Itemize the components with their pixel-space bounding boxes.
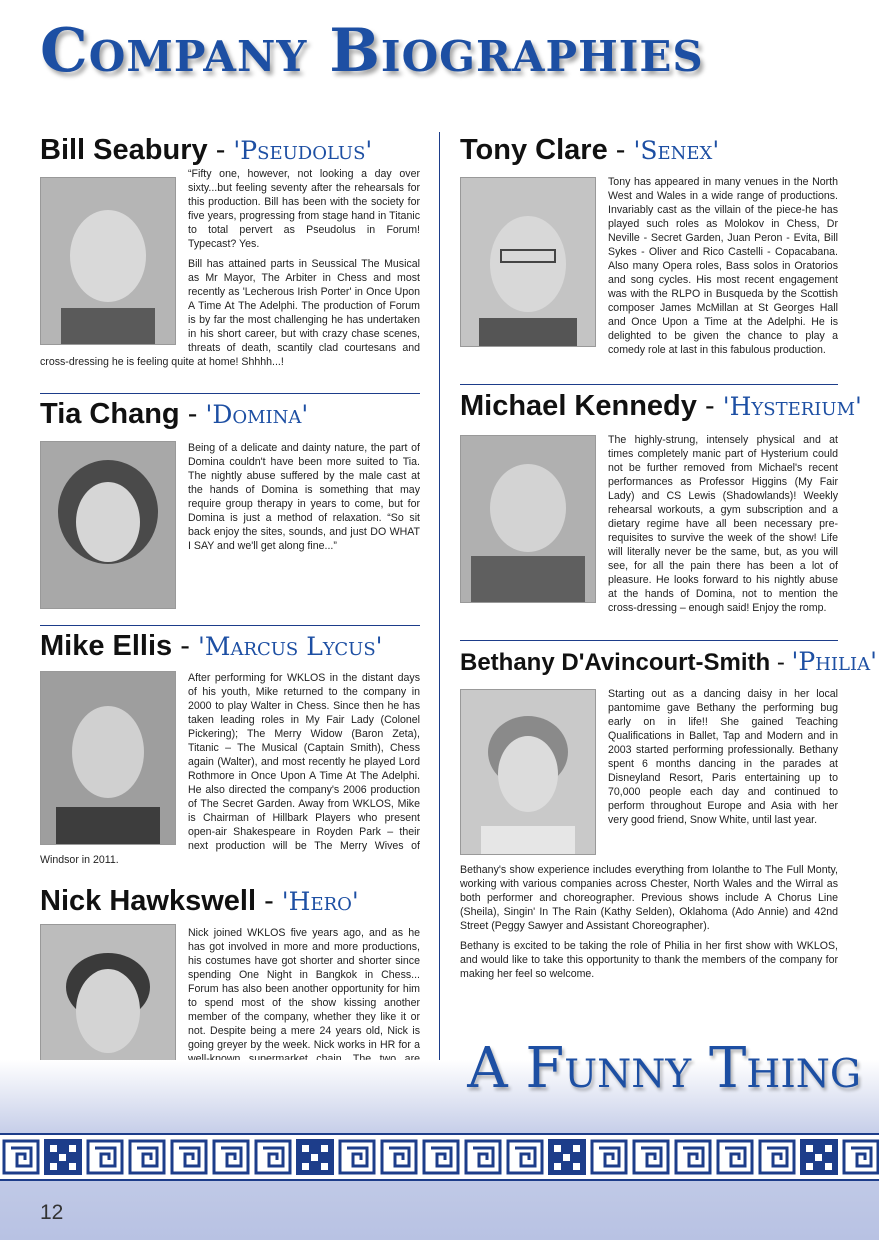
bio-heading: Michael Kennedy - 'Hysterium' <box>460 390 862 422</box>
bio-name: Tony Clare <box>460 134 608 166</box>
page-number: 12 <box>40 1201 64 1224</box>
bio-paragraph: Bethany's show experience includes everything from Iolanthe to The Full Monty, working with various companies across Chester, North Wales and the Wirral as both performer and choreographer. Previous shows include A Chorus Line (Sheila), Singin' In The Rain (Kathy Selden), Oklahoma (Ado Annie) and 42nd Street (Peggy Sawyer and Assistant Choreographer). <box>460 863 838 932</box>
greek-key-border <box>0 1133 879 1181</box>
bio-role: 'Senex' <box>633 136 720 165</box>
bio-paragraph: After performing for WKLOS in the distant days of his youth, Mike returned to the company in 2000 to play Walter in Chess. Since then he has taken leading roles in My Fair Lady (Colonel Pickering); The Merry Widow (Baron Zeta), Titanic – The Musical (Captain Smith), Chess again (Walter), and most recently he played Lord Rothmore in Once Upon A Time At The Adelphi. He also directed the company's 2006 production of The Secret Garden. Away from WKLOS, Mike is Chairman of Hillbark Players who present open-air Shakespeare in Royden Park – their next production will be The Merry Wives of Windsor in 2011. <box>40 672 420 867</box>
section-rule <box>460 640 838 641</box>
bio-role: 'Pseudolus' <box>233 136 373 165</box>
bio-name: Nick Hawkswell <box>40 885 256 917</box>
bio-tia-chang <box>40 398 420 613</box>
bio-role: 'Marcus Lycus' <box>197 632 383 661</box>
page-title: Company Biographies <box>40 16 704 86</box>
bio-michael-kennedy <box>460 390 862 621</box>
bio-photo <box>40 441 176 609</box>
portrait-image <box>41 672 175 844</box>
bio-name: Michael Kennedy <box>460 390 697 422</box>
bio-paragraph: The highly-strung, intensely physical and at times completely manic part of Hysterium could not be further removed from Michael's recent performances as Professor Higgins (My Fair Lady) and CS Lewis (Shadowlands)! Weekly rehearsal workouts, a gym subscription and a dietary regime have all been necessary pre-requisites to survive the week of the show! Life will literally never be the same, but, as you will see, for all the pain there has been a lot of pleasure. He looks forward to his nightly abuse at the hands of Domina, not to mention the cross-dressing – enough said! Enjoy the romp. <box>608 434 838 615</box>
bio-photo <box>460 689 596 855</box>
bio-role: 'Hysterium' <box>722 392 862 421</box>
bio-photo <box>40 177 176 345</box>
bio-paragraph: Starting out as a dancing daisy in her local pantomime gave Bethany the performing bug early on in life!! She gained Teaching Qualifications in Ballet, Tap and Modern and in 2003 started performing professionally. Bethany spent 6 months dancing in the parades at Disneyland Resort, Paris entertaining up to 70,000 people each day and continued to perform throughout Europe and Asia with her very good friend, Snow White, until last year. <box>608 687 838 826</box>
portrait-image <box>41 442 175 608</box>
bio-bethany-davincourt-smith <box>460 647 877 987</box>
footer-show-title: A Funny Thing <box>467 1036 861 1101</box>
bio-paragraph: Bethany is excited to be taking the role of Philia in her first show with WKLOS, and would like to take this opportunity to thank the members of the company for making her feel so welcome. <box>460 939 838 980</box>
column-divider <box>439 132 440 1082</box>
bio-role: 'Domina' <box>205 400 309 429</box>
bio-heading: Mike Ellis - 'Marcus Lycus' <box>40 630 383 662</box>
bio-role: 'Hero' <box>281 887 359 916</box>
bio-name: Bill Seabury <box>40 134 208 166</box>
bio-tony-clare <box>460 134 838 363</box>
bio-name: Bethany D'Avincourt-Smith <box>460 649 771 676</box>
bio-mike-ellis <box>40 630 420 873</box>
greek-key-pattern <box>0 1135 879 1179</box>
portrait-image <box>41 178 175 344</box>
bio-heading: Bill Seabury - 'Pseudolus' <box>40 134 373 166</box>
bio-paragraph: Tony has appeared in many venues in the North West and Wales in a wide range of productions. Invariably cast as the villain of the piece-he has played such roles as Molokov in Chess, Dr Neville - Secret Garden, Juan Peron - Evita, Bill Sykes - Oliver and Rico Castelli - Copacabana. Also many Opera roles, Bass solos in Oratorios and song cycles. His most recent engagement was with the RLPO in Busqueda by the Scottish composer James McMillan at St Georges Hall and Once Upon a Time at the Adelphi. He is delighted to be given the chance to play a comedy role at last in this fabulous production. <box>608 176 838 357</box>
bio-paragraph: “Fifty one, however, not looking a day over sixty...but feeling seventy after the rehearsals for this production. Bill has been with the society for five years, progressing from stage hand in Titanic to total pervert as Pseudolus in Forum! Typecast? Yes. <box>188 168 420 251</box>
bio-heading: Bethany D'Avincourt-Smith - 'Philia' <box>460 647 877 676</box>
portrait-image <box>461 178 595 346</box>
bio-name: Mike Ellis <box>40 630 173 662</box>
portrait-image <box>461 436 595 602</box>
bio-paragraph: Being of a delicate and dainty nature, the part of Domina couldn't have been more suited to Tia. The nightly abuse suffered by the male cast at the hands of Domina is something that may require group therapy in years to come, but for Domina is just a method of relaxation. “So sit back enjoy the sites, sounds, and just DO WHAT I SAY and we'll get along fine...” <box>188 442 420 553</box>
section-rule <box>460 384 838 385</box>
section-rule <box>40 625 420 626</box>
bio-photo <box>460 177 596 347</box>
portrait-image <box>461 690 595 854</box>
bio-photo <box>460 435 596 603</box>
bio-role: 'Philia' <box>791 647 877 676</box>
bio-heading: Nick Hawkswell - 'Hero' <box>40 885 359 917</box>
bio-name: Tia Chang <box>40 398 180 430</box>
bio-photo <box>40 671 176 845</box>
bio-paragraph: Bill has attained parts in Seussical The Musical as Mr Mayor, The Arbiter in Chess and most recently as 'Lecherous Irish Porter' in Once Upon A Time At The Adelphi. The production of Forum is by far the most challenging he has undertaken in his short career, but with crazy chase scenes, threats of death, scantily clad courtesans and cross-dressing he is feeling quite at home! Shhhh...! <box>40 258 420 369</box>
bio-heading: Tia Chang - 'Domina' <box>40 398 309 430</box>
bio-bill-seabury <box>40 134 420 375</box>
bio-paragraph: Nick joined WKLOS five years ago, and as he has got involved in more and more productions, his costumes have got shorter and shorter since spending One Night in Bangkok in Chess... Forum has also been another opportunity for him to spend most of the show kissing another member of the company, whether they like it or not. Despite being a mere 24 years old, Nick is going greyer by the week. Nick works in HR for a <box>188 927 420 1052</box>
bio-heading: Tony Clare - 'Senex' <box>460 134 720 166</box>
section-rule <box>40 393 420 394</box>
